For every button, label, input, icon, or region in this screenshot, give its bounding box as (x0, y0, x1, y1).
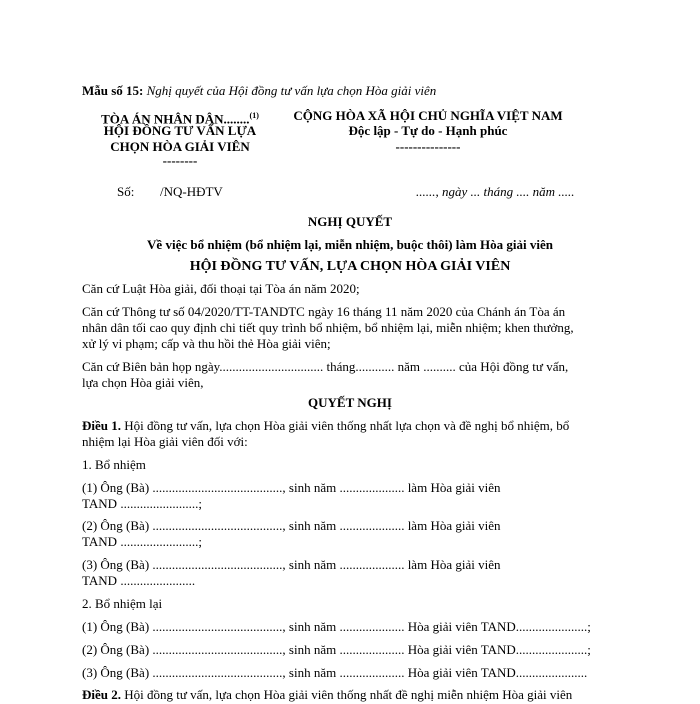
appointment-3-line1: (3) Ông (Bà) ........................................, sinh năm .................... làm Hòa giải viên (82, 557, 501, 572)
court-footnote-mark: (1) (249, 111, 259, 120)
article-2-text: Hội đồng tư vấn, lựa chọn Hòa giải viên thống nhất đề nghị miễn nhiệm Hòa giải viên (121, 687, 573, 702)
council-name-line2: CHỌN HÒA GIẢI VIÊN (110, 139, 250, 154)
republic-name: CỘNG HÒA XÃ HỘI CHỦ NGHĨA VIỆT NAM (293, 108, 563, 123)
appointment-1-line1: (1) Ông (Bà) ........................................, sinh năm .................... làm Hòa giải viên (82, 480, 501, 495)
document-subtitle: Về việc bổ nhiệm (bổ nhiệm lại, miễn nhiệm, buộc thôi) làm Hòa giải viên (147, 237, 553, 252)
reappointment-2: (2) Ông (Bà) ........................................, sinh năm .................... Hòa giải viên TAND......................; (82, 642, 591, 657)
document-number-label: Số: (117, 184, 135, 199)
appointment-2-line1: (2) Ông (Bà) ........................................, sinh năm .................... làm Hòa giải viên (82, 518, 501, 533)
document-number-code: /NQ-HĐTV (160, 184, 223, 199)
national-motto: Độc lập - Tự do - Hạnh phúc (348, 123, 508, 138)
council-heading: HỘI ĐỒNG TƯ VẤN, LỰA CHỌN HÒA GIẢI VIÊN (189, 259, 511, 274)
decision-heading: QUYẾT NGHỊ (308, 395, 392, 410)
reappointment-1: (1) Ông (Bà) ........................................, sinh năm .................... Hòa giải viên TAND......................; (82, 619, 591, 634)
appointment-1-line2: TAND ........................; (82, 496, 202, 511)
left-header-divider: -------- (162, 153, 198, 168)
court-name: TÒA ÁN NHÂN DÂN........ (101, 111, 250, 127)
legal-basis-3-line1: Căn cứ Biên bản họp ngày................................ tháng............ năm .......... của Hội đồng tư vấn, (82, 359, 569, 374)
legal-basis-2-line1: Căn cứ Thông tư số 04/2020/TT-TANDTC ngày 16 tháng 11 năm 2020 của Chánh án Tòa án (82, 304, 566, 319)
right-header-divider: --------------- (395, 139, 461, 154)
legal-basis-1: Căn cứ Luật Hòa giải, đối thoại tại Tòa án năm 2020; (82, 281, 360, 296)
council-name-line1: HỘI ĐỒNG TƯ VẤN LỰA (103, 123, 257, 138)
reappointment-3: (3) Ông (Bà) ........................................, sinh năm .................... Hòa giải viên TAND...................... (82, 665, 588, 680)
article-2-line1 (82, 685, 572, 704)
section-appointment: 1. Bổ nhiệm (82, 457, 146, 472)
legal-basis-2-line2: nhân dân tối cao quy định chi tiết quy trình bổ nhiệm, bổ nhiệm lại, miễn nhiệm; khen thưởng, (82, 320, 574, 335)
form-header (82, 81, 436, 100)
form-description: Nghị quyết của Hội đồng tư vấn lựa chọn Hòa giải viên (146, 83, 437, 98)
article-1-text: Hội đồng tư vấn, lựa chọn Hòa giải viên thống nhất lựa chọn và đề nghị bổ nhiệm, bổ (121, 418, 570, 433)
article-2-label: Điều 2. (82, 687, 121, 702)
appointment-3-line2: TAND ....................... (82, 573, 196, 588)
section-reappointment: 2. Bổ nhiệm lại (82, 596, 163, 611)
document-date: ......, ngày ... tháng .... năm ..... (416, 184, 575, 199)
legal-basis-3-line2: lựa chọn Hòa giải viên, (82, 375, 204, 390)
legal-basis-2-line3: xử lý vi phạm; cấp và thu hồi thẻ Hòa giải viên; (82, 336, 331, 351)
appointment-2-line2: TAND ........................; (82, 534, 202, 549)
article-1-line2: nhiệm lại Hòa giải viên đối với: (82, 434, 248, 449)
document-title: NGHỊ QUYẾT (307, 214, 393, 229)
article-1-label: Điều 1. (82, 418, 121, 433)
form-label: Mẫu số 15: (82, 83, 144, 98)
